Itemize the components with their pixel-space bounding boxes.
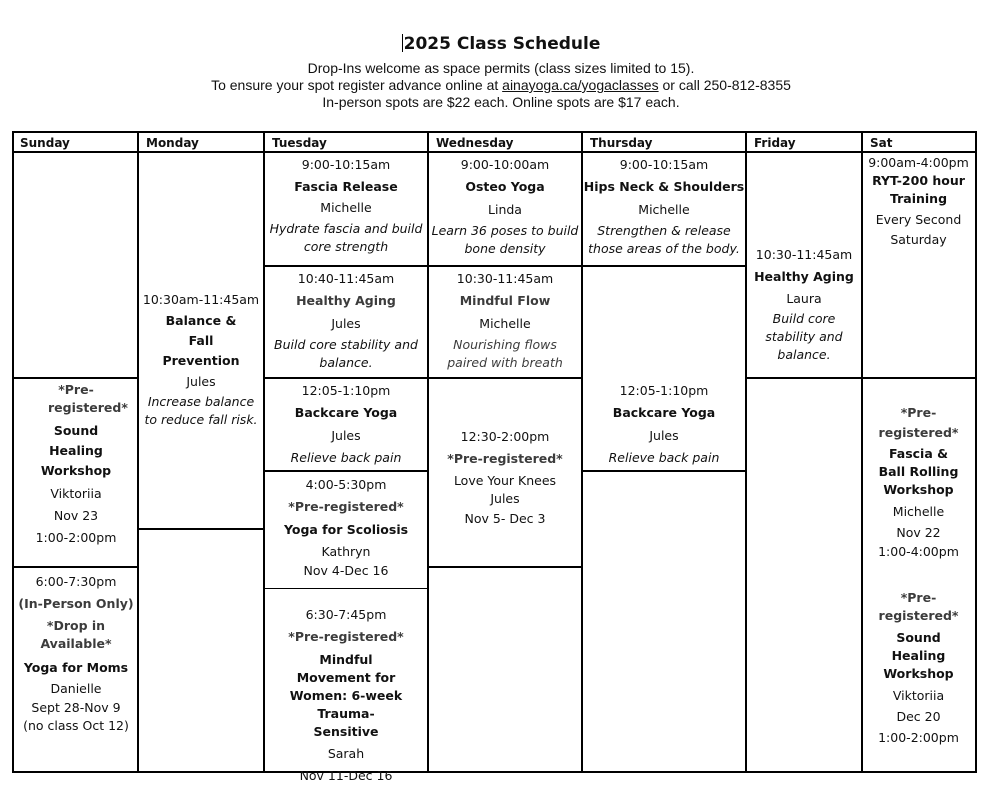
teacher: Michelle <box>320 200 372 215</box>
day-header-sunday: Sunday <box>20 136 70 150</box>
time: 10:40-11:45am <box>297 271 395 286</box>
date: Nov 22 <box>896 525 941 540</box>
day-header-monday: Monday <box>146 136 199 150</box>
register-note <box>0 77 1002 93</box>
in-person-note: (In-Person Only) <box>18 596 134 611</box>
class-fascia-ball-rolling <box>862 403 975 561</box>
schedule-table <box>12 131 977 783</box>
class-healthy-aging-friday <box>746 244 862 364</box>
note: Every Second Saturday <box>875 212 962 247</box>
day-header-thursday: Thursday <box>590 136 653 150</box>
time: 9:00-10:15am <box>619 157 709 172</box>
teacher: Jules <box>186 374 216 389</box>
dates: Nov 5- Dec 3 <box>464 511 546 526</box>
time: 12:05-1:10pm <box>301 383 391 398</box>
class-mindful-flow <box>428 268 582 372</box>
class-healthy-aging-tuesday <box>264 268 428 372</box>
register-text: To ensure your spot register advance online at <box>211 77 503 93</box>
text-cursor <box>402 34 403 52</box>
description: Strengthen & release those areas of the body. <box>588 223 740 256</box>
class-name: Hips Neck & Shoulders <box>583 179 745 194</box>
row-divider <box>428 265 582 267</box>
class-name: Love Your Knees <box>453 473 557 488</box>
prereg-label: *Pre-registered* <box>447 451 563 466</box>
class-ryt-200-training <box>862 154 975 250</box>
teacher: Viktoriia <box>892 688 945 703</box>
description: Build core stability and balance. <box>274 337 418 370</box>
description: Relieve back pain <box>608 450 720 465</box>
prereg-label: *Pre-registered* <box>288 499 404 514</box>
row-divider <box>746 377 975 379</box>
day-header-tuesday: Tuesday <box>272 136 327 150</box>
dates: Sept 28-Nov 9 <box>31 700 121 715</box>
time: 1:00-2:00pm <box>35 530 117 545</box>
row-divider <box>264 377 428 379</box>
class-name: RYT-200 hour Training <box>872 173 965 206</box>
teacher: Michelle <box>479 316 531 331</box>
time: 1:00-2:00pm <box>878 730 959 745</box>
description: Learn 36 poses to build bone density <box>431 223 579 256</box>
description: Hydrate fascia and build core strength <box>269 221 423 254</box>
prereg-label: *Pre-registered* <box>878 590 959 623</box>
teacher: Jules <box>331 428 361 443</box>
teacher: Danielle <box>50 681 102 696</box>
time: 4:00-5:30pm <box>305 477 387 492</box>
row-divider <box>14 377 138 379</box>
time: 10:30-11:45am <box>456 271 554 286</box>
time: 12:05-1:10pm <box>619 383 709 398</box>
teacher: Linda <box>488 202 522 217</box>
class-sound-healing-saturday <box>862 589 975 749</box>
class-name: Fascia & Ball Rolling Workshop <box>878 446 959 497</box>
class-backcare-tuesday <box>264 380 428 468</box>
teacher: Michelle <box>638 202 690 217</box>
dates: Nov 11-Dec 16 <box>299 768 393 783</box>
dropin-label: *Drop in Available* <box>40 618 112 651</box>
time: 9:00am-4:00pm <box>868 155 969 170</box>
class-name: Osteo Yoga <box>465 179 545 194</box>
date: Nov 23 <box>53 508 99 523</box>
teacher: Sarah <box>327 746 365 761</box>
row-divider <box>582 470 746 472</box>
row-divider <box>428 566 582 568</box>
day-header-saturday: Sat <box>870 136 893 150</box>
class-name: Healthy Aging <box>296 293 396 308</box>
teacher: Laura <box>786 291 822 306</box>
class-name: Mindful Flow <box>459 293 551 308</box>
time: 10:30am-11:45am <box>142 292 260 307</box>
dates: Nov 4-Dec 16 <box>303 563 389 578</box>
teacher: Jules <box>490 491 520 506</box>
class-yoga-for-scoliosis <box>264 474 428 580</box>
class-name: Yoga for Moms <box>23 660 129 675</box>
class-sound-healing-sunday <box>14 381 138 549</box>
teacher: Jules <box>331 316 361 331</box>
row-divider <box>264 265 428 267</box>
time: 6:30-7:45pm <box>305 607 387 622</box>
price-note: In-person spots are $22 each. Online spots are $17 each. <box>322 94 680 110</box>
class-osteo-yoga <box>428 154 582 258</box>
class-fascia-release <box>264 154 428 256</box>
time: 12:30-2:00pm <box>460 429 550 444</box>
class-name: Fascia Release <box>294 179 398 194</box>
teacher: Michelle <box>892 504 945 519</box>
time: 9:00-10:15am <box>301 157 391 172</box>
no-class-note: (no class Oct 12) <box>23 718 129 733</box>
header-divider <box>14 151 975 153</box>
row-divider <box>14 566 138 568</box>
class-love-your-knees <box>428 426 582 530</box>
row-divider <box>138 528 264 530</box>
teacher: Jules <box>649 428 679 443</box>
class-name: Balance & Fall Prevention <box>162 313 240 368</box>
class-balance-fall-prevention <box>138 289 264 429</box>
class-name: Mindful Movement for Women: 6-week Trauma-Sensitive <box>289 652 403 739</box>
title-text: 2025 Class Schedule <box>403 34 601 54</box>
date: Dec 20 <box>896 709 941 724</box>
class-name: Healthy Aging <box>754 269 854 284</box>
class-name: Backcare Yoga <box>294 405 398 420</box>
row-divider <box>428 377 582 379</box>
description: Increase balance to reduce fall risk. <box>144 394 258 427</box>
time: 1:00-4:00pm <box>878 544 959 559</box>
prereg-label: *Pre-registered* <box>288 629 404 644</box>
prereg-label: *Pre-registered* <box>878 405 959 440</box>
phone-text: or call 250-812-8355 <box>658 77 791 93</box>
dropin-note: Drop-Ins welcome as space permits (class sizes limited to 15). <box>307 60 695 76</box>
description: Relieve back pain <box>290 450 402 465</box>
time: 9:00-10:00am <box>460 157 550 172</box>
time: 10:30-11:45am <box>755 247 853 262</box>
teacher: Kathryn <box>321 544 371 559</box>
class-hips-neck-shoulders <box>582 154 746 258</box>
row-divider <box>582 265 746 267</box>
class-name: Backcare Yoga <box>612 405 716 420</box>
prereg-label: *Pre-registered* <box>48 382 128 415</box>
class-name: Sound Healing Workshop <box>40 423 112 478</box>
class-name: Sound Healing Workshop <box>883 630 954 681</box>
page-title <box>0 34 1002 54</box>
class-mindful-movement-women <box>264 604 428 787</box>
time: 6:00-7:30pm <box>35 574 117 589</box>
day-header-wednesday: Wednesday <box>436 136 514 150</box>
row-divider <box>264 588 428 589</box>
class-backcare-thursday <box>582 380 746 468</box>
description: Nourishing flows paired with breath <box>447 337 563 370</box>
register-link[interactable]: ainayoga.ca/yogaclasses <box>502 77 659 93</box>
day-header-friday: Friday <box>754 136 796 150</box>
class-yoga-for-moms <box>14 571 138 735</box>
teacher: Viktoriia <box>50 486 102 501</box>
class-name: Yoga for Scoliosis <box>283 522 409 537</box>
description: Build core stability and balance. <box>765 311 843 362</box>
row-divider <box>264 470 428 472</box>
